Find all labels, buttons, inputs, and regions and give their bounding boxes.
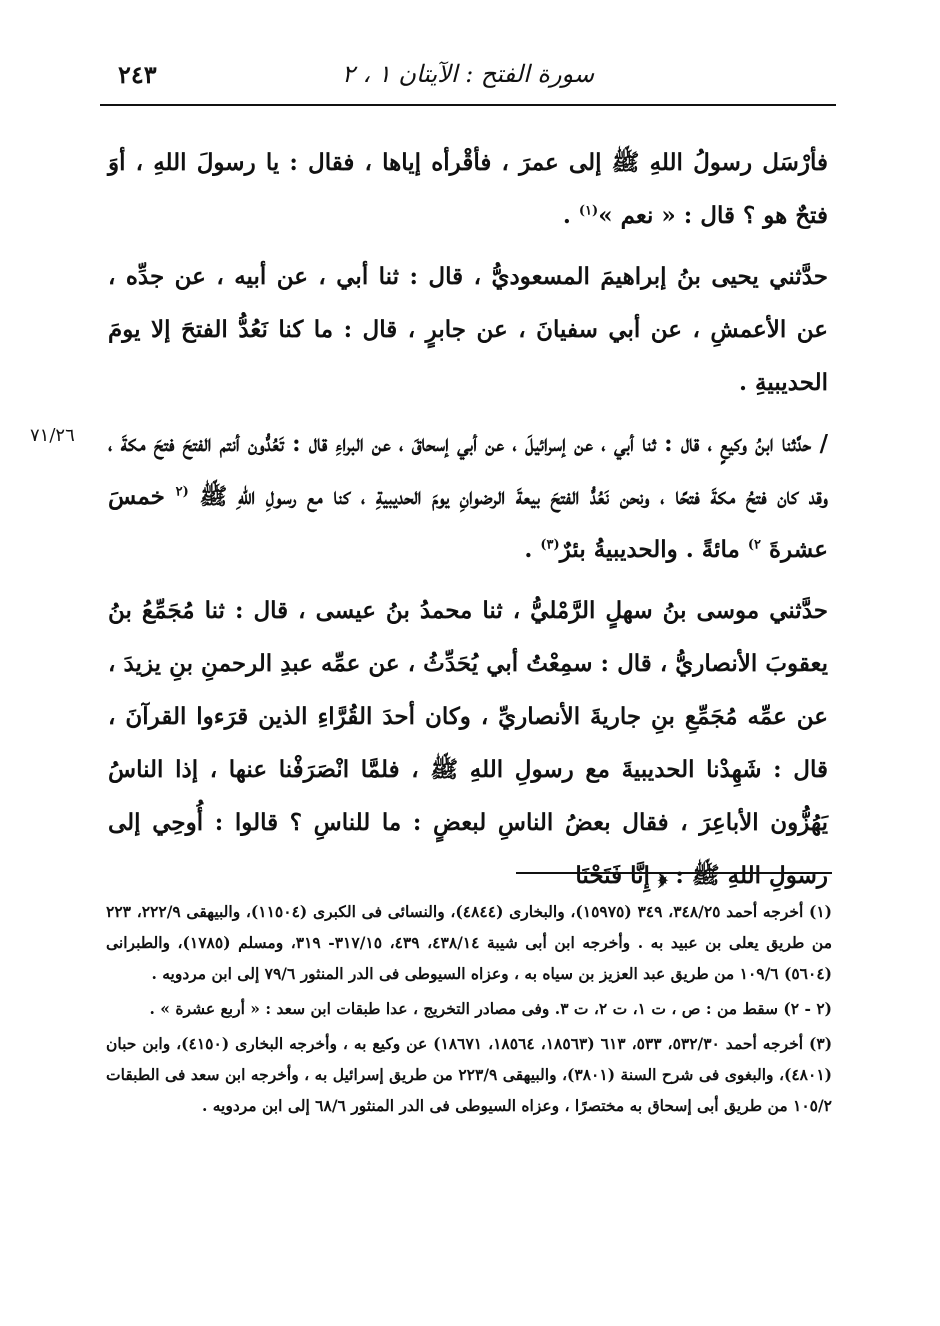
isnad-lead: حدَّثني bbox=[769, 597, 828, 624]
paragraph-text: ابنُ وكيعٍ ، قال : ثنا أبي ، عن إسرائيلَ ، عن أبي إسحاقَ ، عن البراءِ قال : تَعُدُّون أنتم الفتحَ فتحَ مكةَ ، وقد كان فتحُ مكةَ فتحًا ، ونحن نَعُدُّ الفتحَ بيعةَ الرضوانِ يومَ الحديبيةِ ، كنا مع رسولِ اللهِ ﷺ bbox=[108, 430, 828, 510]
footnote-ref-3: (٣) bbox=[540, 537, 560, 553]
main-text bbox=[30, 136, 828, 910]
margin-page-marker: ٧١/٢٦ bbox=[30, 425, 75, 446]
paragraph-text: موسى بنُ سهلٍ الرَّمْليُّ ، ثنا محمدُ بنُ عيسى ، قال : ثنا مُجَمِّعُ بنُ يعقوبَ الأنصاريُّ ، قال : سمِعْتُ أبي يُحَدِّثُ ، عن عمِّه عبدِ الرحمنِ بنِ يزيدَ ، عن عمِّه مُجَمِّعِ بنِ جاريةَ الأنصاريِّ ، وكان أحدَ القُرَّاءِ الذين قرَءوا القرآنَ ، قال : شَهِدْنا الحديبيةَ مع رسولِ اللهِ ﷺ ، فلمَّا انْصَرَفْنا عنها ، إذا الناسُ يَهُزُّون الأباعِرَ ، فقال بعضُ الناسِ لبعضٍ : ما للناسِ ؟ قالوا : أُوحِي إلى رسولِ اللهِ ﷺ : ﴿ إِنَّا فَتَحْنَا bbox=[108, 597, 828, 889]
running-title: سورة الفتح : الآيتان ١ ، ٢ bbox=[341, 60, 595, 88]
footnotes bbox=[106, 896, 832, 1125]
footnote-ref-2-open: (٢ bbox=[175, 484, 189, 500]
isnad-lead: / حدَّثنا bbox=[781, 430, 828, 457]
footnote-3: (٣) أخرجه أحمد ٥٣٢/٣٠، ٥٣٣، ٦١٣ (١٨٥٦٣، ١٨٥٦٤، ١٨٦٧١) عن وكيع به ، وأخرجه البخارى (٤١٥٠)، وابن حبان (٤٨٠١)، والبغوى فى شرح السنة (٣٨٠١)، والبيهقى ٢٢٣/٩ من طريق إسرائيل به ، وأخرجه ابن سعد فى الطبقات ١٠٥/٢ من طريق أبى إسحاق به مختصرًا ، وعزاه السيوطى فى الدر المنثور ٦٨/٦ إلى ابن مردويه . bbox=[106, 1034, 833, 1115]
paragraph-3-wrapper bbox=[30, 417, 828, 576]
footnote-ref-2-close: ٢) bbox=[747, 537, 761, 553]
paragraph-1 bbox=[108, 136, 828, 242]
header-divider bbox=[100, 104, 836, 106]
paragraph-text-3: مائةً . والحديبيةُ بئرٌ bbox=[559, 536, 748, 563]
paragraph-tail: . bbox=[524, 536, 541, 563]
paragraph-text: فأرْسَل رسولُ اللهِ ﷺ إلى عمرَ ، فأقْرأه إياها ، فقال : يا رسولَ اللهِ ، أوَ فتحٌ هو ؟ قال : « نعم » bbox=[108, 149, 828, 229]
page-number: ٢٤٣ bbox=[118, 60, 157, 89]
page-header bbox=[100, 56, 836, 96]
footnote-1: (١) أخرجه أحمد ٣٤٨/٢٥، ٣٤٩ (١٥٩٧٥)، والبخارى (٤٨٤٤)، والنسائى فى الكبرى (١١٥٠٤)، والبيهقى ٢٢٢/٩، ٢٢٣ من طريق يعلى بن عبيد به . وأخرجه ابن أبى شيبة ٤٣٨/١٤، ٤٣٩، ٣١٧/١٥- ٣١٩، ومسلم (١٧٨٥)، والطبرانى (٥٦٠٤) ١٠٩/٦ من طريق عبد العزيز بن سياه به ، وعزاه السيوطى فى الدر المنثور ٧٩/٦ إلى ابن مردويه . bbox=[106, 902, 833, 983]
footnote-ref-1: (١) bbox=[578, 203, 599, 219]
paragraph-text-2: خمسَ عشرةَ bbox=[108, 483, 828, 563]
paragraph-4 bbox=[108, 584, 828, 902]
footnote-divider bbox=[516, 872, 832, 874]
isnad-lead: حدَّثني bbox=[769, 263, 828, 290]
paragraph-tail: . bbox=[562, 202, 579, 229]
footnote-2: (٢ - ٢) سقط من : ص ، ت ١، ت ٢، ت ٣. وفى مصادر التخريج ، عدا طبقات ابن سعد : « أربع عشرة » . bbox=[149, 999, 832, 1018]
paragraph-3 bbox=[108, 417, 828, 576]
paragraph-text: يحيى بنُ إبراهيمَ المسعوديُّ ، قال : ثنا أبي ، عن أبيه ، عن جدِّه ، عن الأعمشِ ، عن أبي سفيانَ ، عن جابرٍ ، قال : ما كنا نَعُدُّ الفتحَ إلا يومَ الحديبيةِ . bbox=[108, 263, 828, 396]
paragraph-2 bbox=[108, 250, 828, 409]
